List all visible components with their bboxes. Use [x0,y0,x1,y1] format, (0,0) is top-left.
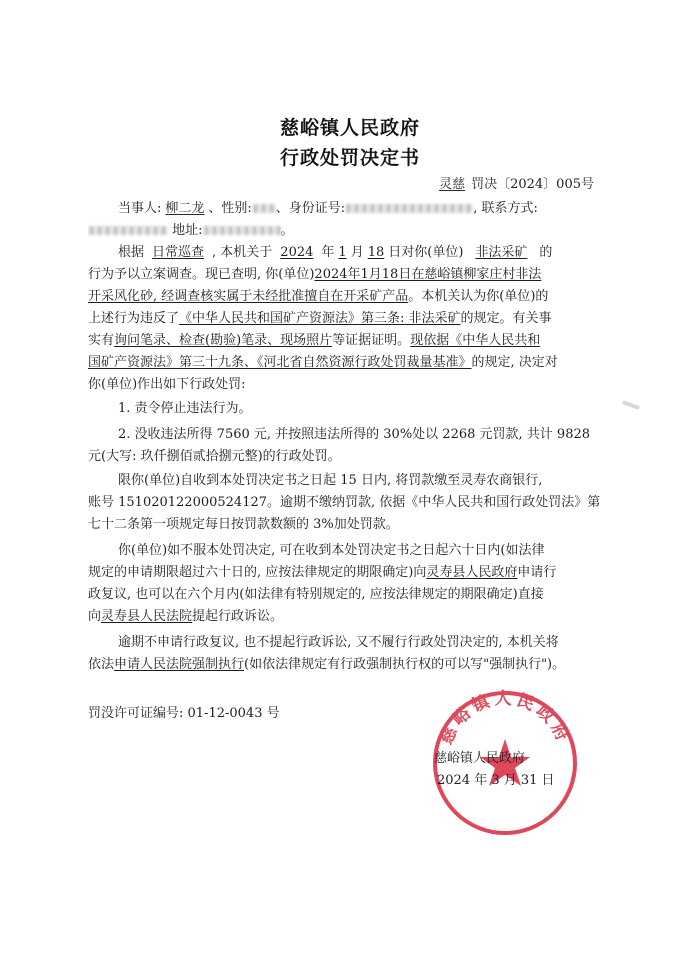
text: 行为予以立案调查。现已查明, 你(单位) [88,267,315,282]
text: 的规定。有关事 [460,311,552,326]
text: 的规定, 决定对 [471,355,558,370]
penalty-item-1: 1. 责令停止违法行为。 [118,401,252,416]
case-day: 18 [367,245,385,260]
text: 你(单位)作出如下行政处罚: [88,377,246,392]
address-end: 。 [280,223,294,238]
legal-basis: 现依据《中华人民共和 [410,333,541,348]
enforcement-method: 申请人民法院强制执行 [114,657,245,672]
text: , 本机关于 [212,245,273,260]
text: 。本机关认为你(单位)的 [408,289,549,304]
appeal-line: 你(单位)如不服本处罚决定, 可在收到本处罚决定书之日起六十日内(如法律 [118,543,545,558]
appeal-line [88,606,610,628]
finding-text: 开采风化砂, 经调查核实属于未经批准擅自在开采矿产品 [88,289,409,304]
penalty-item-2: 2. 没收违法所得 7560 元, 并按照违法所得的 30%处以 2268 元罚款, 共计 9828 [118,427,591,442]
document-title: 慈峪镇人民政府 [279,117,420,139]
paragraph-line [88,264,610,286]
contact-label: , 联系方式: [473,201,538,216]
case-year: 2024 [280,245,314,260]
payment-line: 限你(单位)自收到本处罚决定书之日起 15 日内, 将罚款缴至灵寿农商银行, [118,473,543,488]
doc-number-code: 罚决〔2024〕005号 [471,177,594,192]
text: 提起行政诉讼。 [192,609,284,624]
redacted-address [203,226,281,235]
review-authority: 灵寿县人民政府 [426,565,518,580]
doc-number-org: 灵慈 [439,177,466,192]
text: 月 [350,245,364,260]
appeal-line: 政复议, 也可以在六个月内(如法律有特别规定的, 应按法律规定的期限确定)直接 [88,587,544,602]
redacted-contact [88,226,168,235]
text: 等证据证明。 [332,333,411,348]
evidence-list: 询问笔录、检查(勘验)笔录、现场照片 [114,333,333,348]
party-line [118,198,598,220]
paragraph-line [88,374,610,396]
case-source: 日常巡查 [152,245,205,260]
text: 依法 [88,657,115,672]
finding-text: 2024年1月18日在慈峪镇柳家庄村非法 [314,267,542,282]
address-line [88,220,610,242]
payment-line: 账号 151020122000524127。逾期不缴纳罚款, 依据《中华人民共和国行政处罚法》第 [88,495,601,510]
text: 规定的申请期限超过六十日的, 应按法律规定的期限确定)向 [88,565,427,580]
text: 日对你(单位) [388,245,464,260]
violated-law: 《中华人民共和国矿产资源法》第三条: 非法采矿 [179,311,461,326]
address-label: 地址: [172,223,203,238]
enforcement-line: 逾期不申请行政复议, 也不提起行政诉讼, 又不履行行政处罚决定的, 本机关将 [118,635,559,650]
paragraph-line [88,286,610,308]
text: 上述行为违反了 [88,311,180,326]
paragraph-line [118,242,610,264]
seal-text: 慈峪镇人民政府 [436,689,574,748]
case-type: 非法采矿 [475,245,528,260]
signature-org: 慈峪镇人民政府 [434,751,526,766]
redacted-id-number [345,204,473,213]
appeal-line [88,562,610,584]
text: 向 [88,609,102,624]
text: 年 [321,245,335,260]
party-name: 柳二龙 [165,201,205,216]
text: (如依法律规定有行政强制执行权的可以写"强制执行")。 [244,657,566,672]
redacted-gender [252,204,276,213]
paragraph-line [88,352,610,374]
text: 实有 [88,333,115,348]
gender-label: 、性别: [208,201,252,216]
court: 灵寿县人民法院 [101,609,193,624]
paragraph-line [88,330,610,352]
enforcement-line [88,654,610,676]
license-number: 罚没许可证编号: 01-12-0043 号 [88,706,280,721]
text: 申请行 [517,565,557,580]
paragraph-line [88,308,610,330]
text: 的 [539,245,553,260]
party-label: 当事人: [118,201,162,216]
payment-line: 七十二条第一项规定每日按罚款数额的 3%加处罚款。 [88,517,399,532]
id-label: 、身份证号: [275,201,346,216]
text: 根据 [118,245,145,260]
document-subtitle: 行政处罚决定书 [279,147,420,169]
signature-date: 2024 年 3 月 31 日 [437,773,555,788]
penalty-item-2-cont: 元(大写: 玖仟捌佰贰拾捌元整)的行政处罚。 [88,449,341,464]
document-number [88,174,594,196]
legal-basis: 国矿产资源法》第三十九条、《河北省自然资源行政处罚裁量基准》 [88,355,472,370]
case-month: 1 [338,245,347,260]
